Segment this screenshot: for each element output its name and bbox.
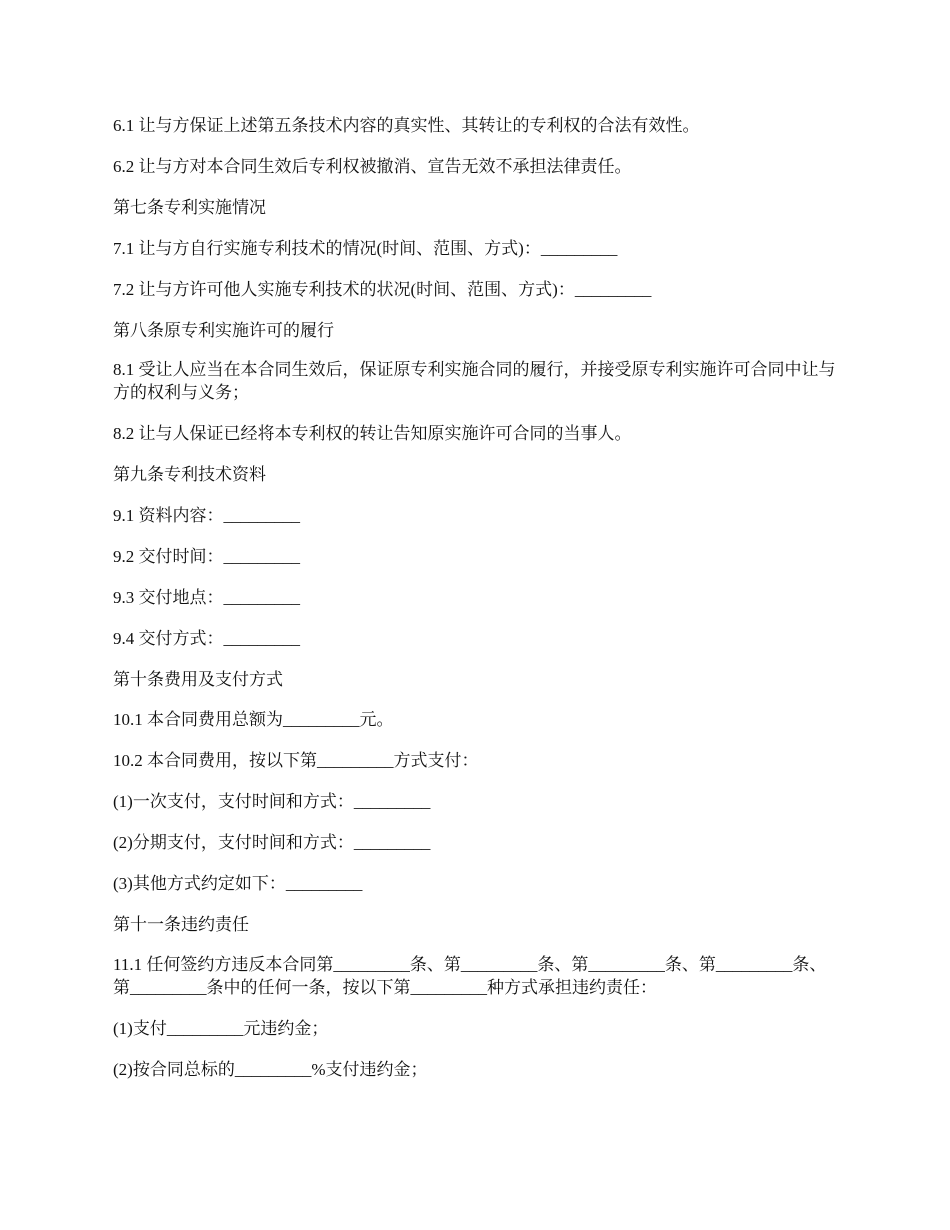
clause-9-4: 9.4 交付方式：_________ bbox=[113, 629, 300, 648]
penalty-option-1: (1)支付_________元违约金； bbox=[113, 1019, 329, 1038]
penalty-option-2: (2)按合同总标的_________%支付违约金； bbox=[113, 1060, 428, 1079]
article-8-heading: 第八条原专利实施许可的履行 bbox=[113, 321, 334, 340]
payment-option-2: (2)分期支付，支付时间和方式：_________ bbox=[113, 833, 431, 852]
clause-7-2: 7.2 让与方许可他人实施专利技术的状况(时间、范围、方式)：_________ bbox=[113, 280, 652, 299]
clause-11-1: 11.1 任何签约方违反本合同第_________条、第_________条、第_________条、第_________条、第_________条中的任何一条，按以下第_________种方式承担违约责任： bbox=[113, 955, 827, 997]
article-9-heading: 第九条专利技术资料 bbox=[113, 465, 266, 484]
clause-6-2: 6.2 让与方对本合同生效后专利权被撤消、宣告无效不承担法律责任。 bbox=[113, 157, 632, 176]
payment-option-1: (1)一次支付，支付时间和方式：_________ bbox=[113, 792, 431, 811]
clause-10-1: 10.1 本合同费用总额为_________元。 bbox=[113, 710, 394, 729]
clause-8-2: 8.2 让与人保证已经将本专利权的转让告知原实施许可合同的当事人。 bbox=[113, 424, 632, 443]
article-10-heading: 第十条费用及支付方式 bbox=[113, 670, 283, 689]
payment-option-3: (3)其他方式约定如下：_________ bbox=[113, 874, 363, 893]
clause-7-1: 7.1 让与方自行实施专利技术的情况(时间、范围、方式)：_________ bbox=[113, 239, 618, 258]
clause-8-1: 8.1 受让人应当在本合同生效后，保证原专利实施合同的履行，并接受原专利实施许可合同中让与方的权利与义务； bbox=[113, 360, 836, 402]
article-7-heading: 第七条专利实施情况 bbox=[113, 198, 266, 217]
article-11-heading: 第十一条违约责任 bbox=[113, 915, 249, 934]
clause-10-2: 10.2 本合同费用，按以下第_________方式支付： bbox=[113, 751, 479, 770]
clause-9-3: 9.3 交付地点：_________ bbox=[113, 588, 300, 607]
clause-6-1: 6.1 让与方保证上述第五条技术内容的真实性、其转让的专利权的合法有效性。 bbox=[113, 116, 700, 135]
clause-9-2: 9.2 交付时间：_________ bbox=[113, 547, 300, 566]
clause-9-1: 9.1 资料内容：_________ bbox=[113, 506, 300, 525]
